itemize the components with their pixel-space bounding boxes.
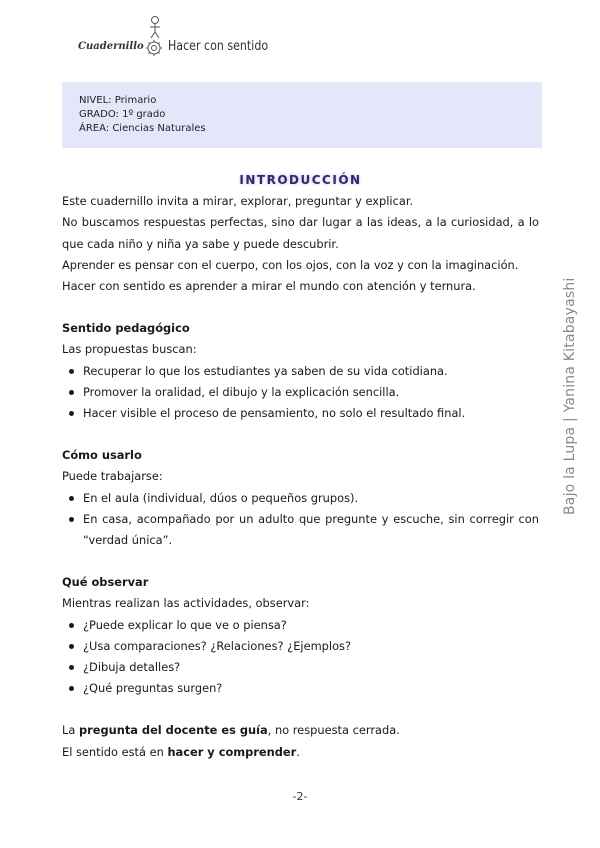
observar-lead: Mientras realizan las actividades, observar: [62, 596, 310, 611]
bullet-icon [69, 665, 74, 670]
list-item: En el aula (individual, dúos o pequeños grupos). [62, 488, 539, 509]
uso-heading: Cómo usarlo [62, 448, 142, 463]
list-item: ¿Dibuja detalles? [62, 657, 539, 678]
logo-icon [142, 14, 168, 62]
main-content [62, 170, 539, 763]
bullet-icon [69, 644, 74, 649]
sentido-heading: Sentido pedagógico [62, 321, 190, 336]
sentido-list [62, 361, 539, 425]
side-credit: Bajo la Lupa | Yanina Kitabayashi [562, 277, 578, 515]
closing-line-1: La pregunta del docente es guía, no respuesta cerrada. [62, 723, 400, 738]
sentido-lead: Las propuestas buscan: [62, 342, 197, 357]
brand-title: Hacer con sentido [168, 39, 269, 54]
bullet-icon [69, 369, 74, 374]
list-item: Recuperar lo que los estudiantes ya saben de su vida cotidiana. [62, 361, 539, 382]
list-item: ¿Qué preguntas surgen? [62, 678, 539, 699]
info-grado: GRADO: 1º grado [79, 109, 166, 120]
intro-paragraph-1: Este cuadernillo invita a mirar, explorar, preguntar y explicar. [62, 194, 414, 209]
info-area: ÁREA: Ciencias Naturales [79, 123, 206, 134]
info-box [62, 82, 542, 148]
page-number: -2- [292, 790, 308, 803]
uso-list [62, 488, 539, 552]
bullet-icon [69, 390, 74, 395]
observar-heading: Qué observar [62, 575, 149, 590]
bullet-icon [69, 623, 74, 628]
spacer [62, 699, 539, 720]
list-item: Hacer visible el proceso de pensamiento, no solo el resultado final. [62, 403, 539, 424]
intro-paragraph-2: No buscamos respuestas perfectas, sino dar lugar a las ideas, a la curiosidad, a lo que cada niño y niña ya sabe y puede descubrir. [62, 215, 539, 251]
list-item: ¿Puede explicar lo que ve o piensa? [62, 615, 539, 636]
intro-paragraph-3: Aprender es pensar con el cuerpo, con los ojos, con la voz y con la imaginación. [62, 257, 519, 272]
bullet-icon [69, 411, 74, 416]
uso-lead: Puede trabajarse: [62, 469, 163, 484]
bullet-icon [69, 496, 74, 501]
bullet-icon [69, 686, 74, 691]
closing-line-2: El sentido está en hacer y comprender. [62, 744, 300, 759]
list-item: En casa, acompañado por un adulto que pregunte y escuche, sin corregir con “verdad única”. [62, 509, 539, 551]
list-item: ¿Usa comparaciones? ¿Relaciones? ¿Ejemplos? [62, 636, 539, 657]
header [78, 14, 378, 60]
intro-title: INTRODUCCIÓN [239, 173, 362, 187]
bullet-icon [69, 517, 74, 522]
info-nivel: NIVEL: Primario [79, 95, 157, 106]
observar-list [62, 615, 539, 700]
intro-paragraph-4: Hacer con sentido es aprender a mirar el mundo con atención y ternura. [62, 279, 476, 294]
list-item: Promover la oralidad, el dibujo y la explicación sencilla. [62, 382, 539, 403]
brand-small-text: Cuadernillo [78, 41, 144, 52]
